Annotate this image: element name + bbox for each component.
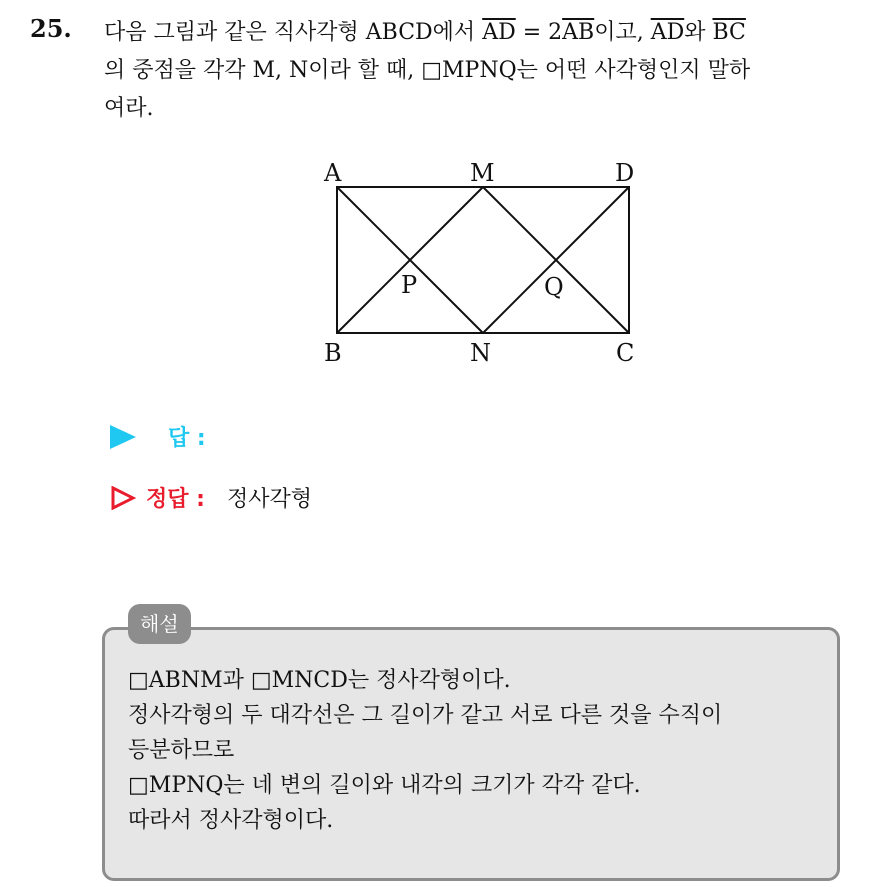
label-a: A [324,159,342,187]
segment-ab: $\overline{AB}$ [562,20,595,45]
explanation-tag: 해설 [128,604,191,644]
explanation-line: 등분하므로 [128,738,235,763]
label-q: Q [544,273,564,301]
answer-blank-label: 답 : [168,426,206,451]
segment-ad: $\overline{AD}$ [482,20,516,45]
question-line-1: 다음 그림과 같은 직사각형 ABCD에서 $\overline{AD} = 2\overline{AB}$이고, $\overline{AD}$와 $\overline{BC}$ [104,20,746,45]
label-n: N [470,339,491,367]
rectangle-abcd [337,187,629,333]
filled-triangle-icon [110,425,136,449]
question-text [104,14,864,128]
explanation-text [128,663,848,838]
rectangle-figure [318,156,648,371]
segment-ad-2: $\overline{AD}$ [650,20,685,45]
answer-blank-row [110,421,206,452]
correct-answer-label: 정답 : [146,487,205,512]
explanation-line: 따라서 정사각형이다. [128,808,334,833]
question-line-3: 여라. [104,96,154,121]
label-d: D [615,159,635,187]
explanation-line: □ABNM과 □MNCD는 정사각형이다. [128,668,511,693]
question-number: 25. [30,14,72,43]
outline-triangle-icon [110,486,136,510]
correct-answer-row [110,482,312,513]
label-m: M [470,159,495,187]
explanation-line: □MPNQ는 네 변의 길이와 내각의 크기가 각각 같다. [128,773,641,798]
question-line-2: 의 중점을 각각 M, N이라 할 때, □MPNQ는 어떤 사각형인지 말하 [104,58,751,83]
label-p: P [401,271,418,299]
explanation-line: 정사각형의 두 대각선은 그 길이가 같고 서로 다른 것을 수직이 [128,703,723,728]
correct-answer-value: 정사각형 [226,487,312,512]
label-c: C [616,339,635,367]
segment-bc: $\overline{BC}$ [712,20,746,45]
label-b: B [324,339,342,367]
